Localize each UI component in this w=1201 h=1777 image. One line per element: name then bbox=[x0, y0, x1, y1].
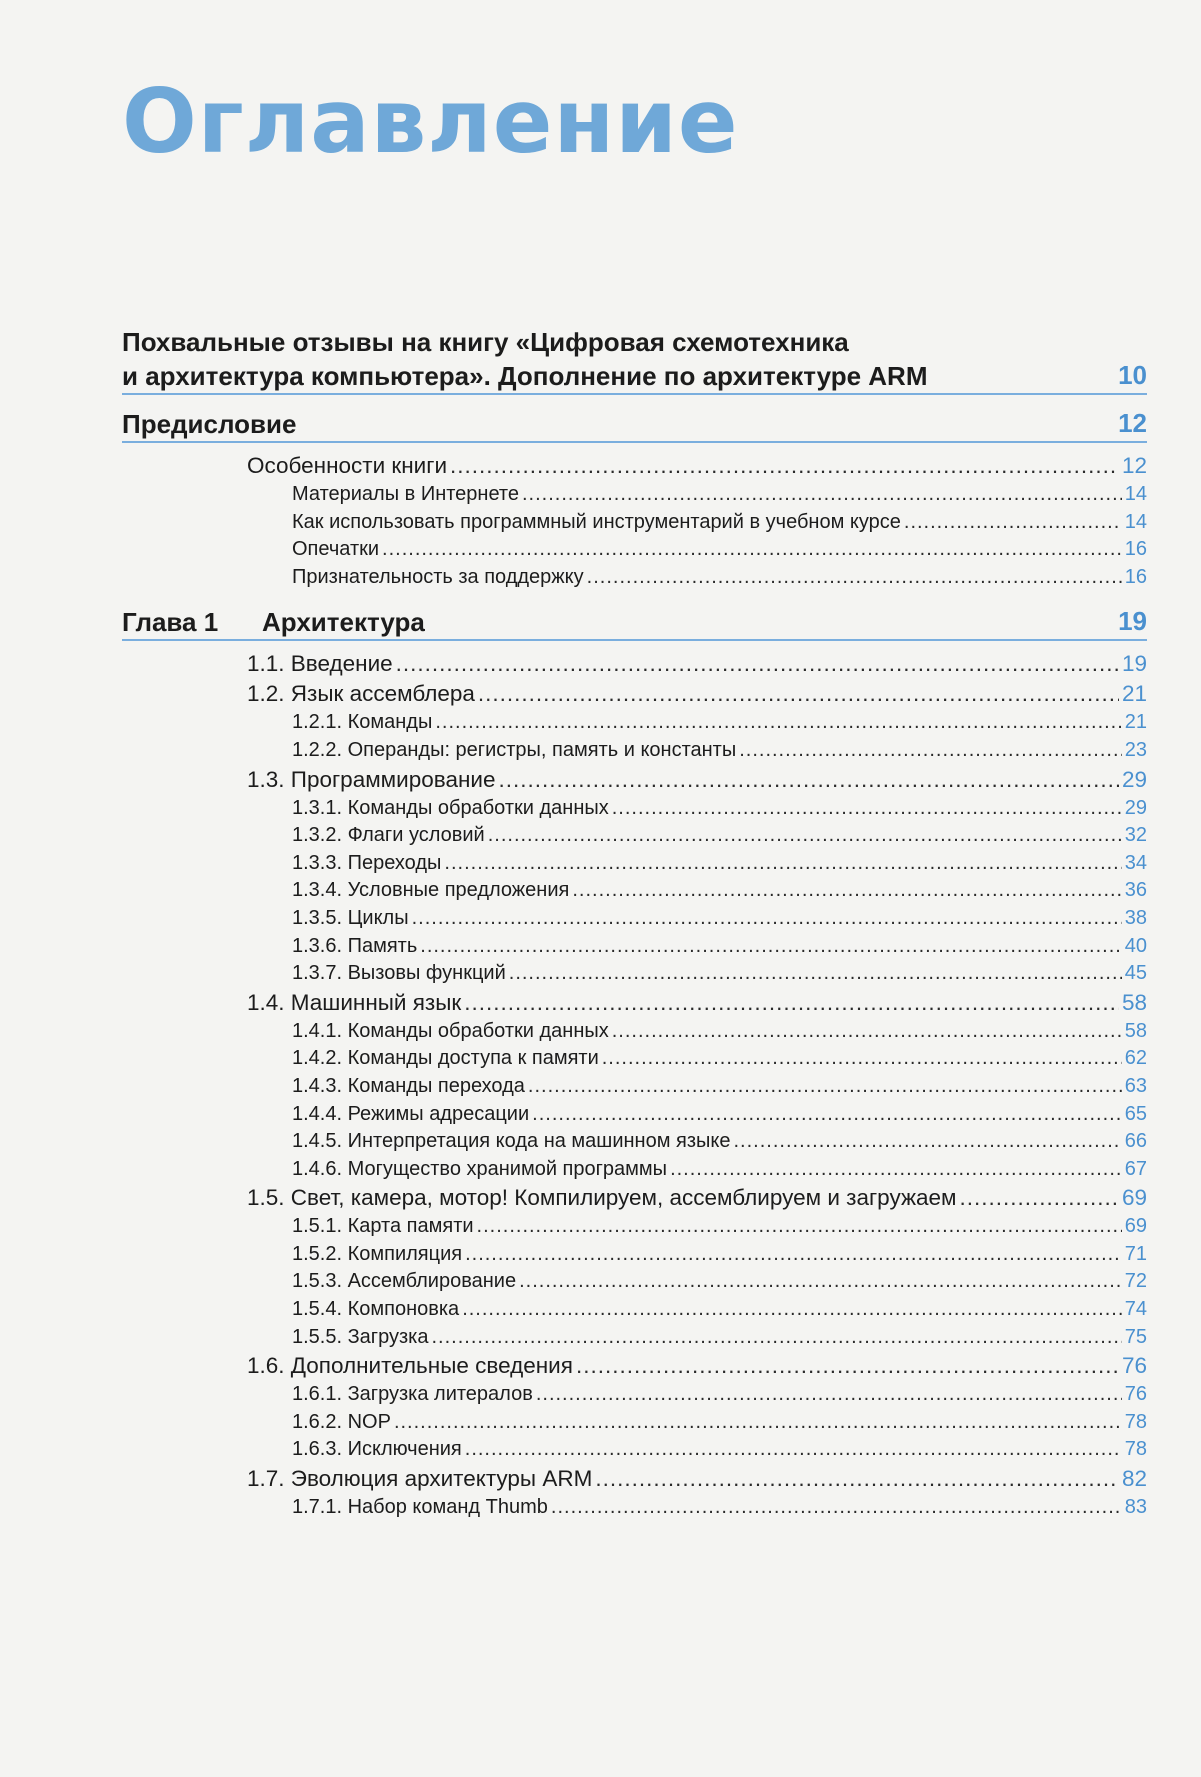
toc-entry: 1.6.3. Исключения ..... 78 bbox=[122, 1436, 1147, 1464]
toc-entry: 1.4. Машинный язык ..... 58 bbox=[122, 988, 1147, 1018]
toc-entry: 1.1. Введение ..... 19 bbox=[122, 649, 1147, 679]
toc-entry: Признательность за поддержку ..... 16 bbox=[122, 564, 1147, 592]
toc-entry: 1.6.2. NOP ..... 78 bbox=[122, 1409, 1147, 1437]
section-page-number: 12 bbox=[1118, 408, 1147, 438]
toc-section-preface bbox=[122, 407, 1147, 443]
toc-entry: 1.3.4. Условные предложения ..... 36 bbox=[122, 877, 1147, 905]
toc-entry: 1.6.1. Загрузка литералов ..... 76 bbox=[122, 1381, 1147, 1409]
chapter-page-number: 19 bbox=[1118, 606, 1147, 637]
chapter-number: Глава 1 bbox=[122, 607, 219, 638]
toc-entry: 1.3.2. Флаги условий ..... 32 bbox=[122, 822, 1147, 850]
section-title: Похвальные отзывы на книгу «Цифровая схемотехника и архитектура компьютера». Дополнение по архитектуре ARM bbox=[122, 327, 928, 391]
toc-entry: Особенности книги ..... 12 bbox=[122, 451, 1147, 481]
page-title: Оглавление bbox=[122, 70, 739, 173]
toc-entry: 1.3. Программирование ..... 29 bbox=[122, 765, 1147, 795]
toc-entry: 1.5.3. Ассемблирование ..... 72 bbox=[122, 1268, 1147, 1296]
toc-section-praise bbox=[122, 325, 1147, 395]
toc-entry: 1.5.4. Компоновка ..... 74 bbox=[122, 1296, 1147, 1324]
toc-entry: 1.4.1. Команды обработки данных ..... 58 bbox=[122, 1018, 1147, 1046]
chapter-title: Глава 1 Архитектура bbox=[122, 607, 425, 638]
toc-entry: 1.5. Свет, камера, мотор! Компилируем, ассемблируем и загружаем ..... 69 bbox=[122, 1183, 1147, 1213]
toc-entry: 1.3.3. Переходы ..... 34 bbox=[122, 850, 1147, 878]
toc-entry: 1.5.5. Загрузка ..... 75 bbox=[122, 1324, 1147, 1352]
toc-entry: 1.5.2. Компиляция ..... 71 bbox=[122, 1241, 1147, 1269]
toc-entry: Опечатки ..... 16 bbox=[122, 536, 1147, 564]
toc-entry: 1.5.1. Карта памяти ..... 69 bbox=[122, 1213, 1147, 1241]
toc-entry: 1.3.6. Память ..... 40 bbox=[122, 933, 1147, 961]
toc-entry: 1.7.1. Набор команд Thumb ..... 83 bbox=[122, 1494, 1147, 1522]
toc-entry: 1.4.3. Команды перехода ..... 63 bbox=[122, 1073, 1147, 1101]
toc-entry: 1.4.2. Команды доступа к памяти ..... 62 bbox=[122, 1045, 1147, 1073]
toc-entry: 1.3.5. Циклы ..... 38 bbox=[122, 905, 1147, 933]
toc-entry: 1.7. Эволюция архитектуры ARM ..... 82 bbox=[122, 1464, 1147, 1494]
toc-entry: 1.4.6. Могущество хранимой программы ..... 67 bbox=[122, 1156, 1147, 1184]
toc-entry: 1.4.5. Интерпретация кода на машинном языке ..... 66 bbox=[122, 1128, 1147, 1156]
toc-entry: 1.3.1. Команды обработки данных ..... 29 bbox=[122, 795, 1147, 823]
toc-entry: 1.3.7. Вызовы функций ..... 45 bbox=[122, 960, 1147, 988]
toc-entry: 1.2. Язык ассемблера ..... 21 bbox=[122, 679, 1147, 709]
toc-entry: 1.4.4. Режимы адресации ..... 65 bbox=[122, 1101, 1147, 1129]
toc-entry: Материалы в Интернете ..... 14 bbox=[122, 481, 1147, 509]
toc-entry: Как использовать программный инструментарий в учебном курсе ..... 14 bbox=[122, 509, 1147, 537]
toc-entry: 1.2.1. Команды ..... 21 bbox=[122, 709, 1147, 737]
table-of-contents bbox=[122, 325, 1147, 1522]
toc-entry: 1.6. Дополнительные сведения ..... 76 bbox=[122, 1351, 1147, 1381]
toc-entry: 1.2.2. Операнды: регистры, память и константы ..... 23 bbox=[122, 737, 1147, 765]
section-page-number: 10 bbox=[1118, 360, 1147, 390]
section-title: Предисловие bbox=[122, 409, 297, 439]
toc-chapter-1 bbox=[122, 605, 1147, 641]
